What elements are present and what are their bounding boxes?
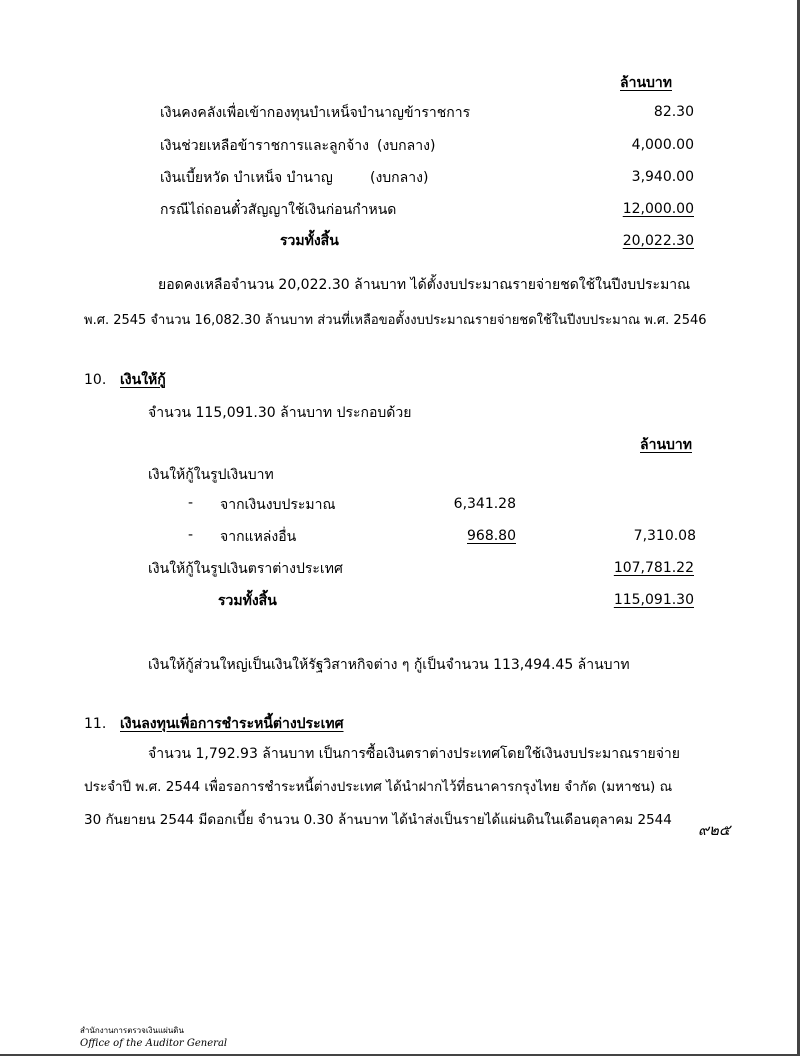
top-total-label: รวมทั้งสิ้น [280, 233, 339, 249]
paragraph1-line2: พ.ศ. 2545 จำนวน 16,082.30 ล้านบาท ส่วนที่เหลือขอตั้งงบประมาณรายจ่ายชดใช้ในปีงบประมาณ พ.ศ. 2546 [84, 313, 707, 328]
section10-note: เงินให้กู้ส่วนใหญ่เป็นเงินให้รัฐวิสาหกิจต่าง ๆ กู้เป็นจำนวน 113,494.45 ล้านบาท [148, 657, 630, 673]
top-row-2-label: เงินช่วยเหลือข้าราชการและลูกจ้าง [160, 138, 370, 154]
top-row-4-label: กรณีไถ่ถอนตั๋วสัญญาใช้เงินก่อนกำหนด [160, 202, 397, 218]
dash-1: - [188, 495, 194, 511]
section10-total-value: 115,091.30 [613, 592, 694, 608]
loans-baht-label: เงินให้กู้ในรูปเงินบาท [148, 467, 274, 483]
top-total-value: 20,022.30 [622, 233, 694, 249]
section11-title: เงินลงทุนเพื่อการชำระหนี้ต่างประเทศ [120, 716, 344, 732]
loans-other-value: 968.80 [467, 528, 516, 544]
unit-header-section10: ล้านบาท [640, 437, 692, 453]
unit-header-top: ล้านบาท [620, 75, 672, 91]
top-row-1-value: 82.30 [653, 104, 694, 120]
top-row-3-note: (งบกลาง) [370, 170, 429, 186]
section10-total-label: รวมทั้งสิ้น [218, 593, 277, 609]
top-row-1-label: เงินคงคลังเพื่อเข้ากองทุนบำเหน็จบำนาญข้าราชการ [160, 105, 471, 121]
page-number-mark: ๙๒๕ [698, 821, 731, 839]
loans-other-label: จากแหล่งอื่น [220, 529, 297, 545]
footer-thai: สำนักงานการตรวจเงินแผ่นดิน [80, 1026, 184, 1035]
loans-budget-label: จากเงินงบประมาณ [220, 497, 336, 513]
footer-english: Office of the Auditor General [80, 1038, 228, 1049]
loans-foreign-value: 107,781.22 [613, 560, 694, 576]
loans-budget-value: 6,341.28 [453, 496, 516, 512]
section10-number: 10. [84, 372, 107, 388]
top-row-3-value: 3,940.00 [631, 169, 694, 185]
top-row-2-value: 4,000.00 [631, 137, 694, 153]
section11-line2: ประจำปี พ.ศ. 2544 เพื่อรอการชำระหนี้ต่างประเทศ ได้นำฝากไว้ที่ธนาคารกรุงไทย จำกัด (มหาชน) ณ [84, 779, 673, 795]
top-row-4-value: 12,000.00 [622, 201, 694, 217]
section10-title: เงินให้กู้ [120, 372, 166, 388]
dash-2: - [188, 527, 194, 543]
top-row-3-label: เงินเบี้ยหวัด บำเหน็จ บำนาญ [160, 170, 333, 186]
loans-foreign-label: เงินให้กู้ในรูปเงินตราต่างประเทศ [148, 561, 343, 577]
paragraph1-line1: ยอดคงเหลือจำนวน 20,022.30 ล้านบาท ได้ตั้งงบประมาณรายจ่ายชดใช้ในปีงบประมาณ [158, 277, 691, 293]
section10-intro: จำนวน 115,091.30 ล้านบาท ประกอบด้วย [148, 405, 412, 421]
section11-number: 11. [84, 716, 107, 732]
section11-line3: 30 กันยายน 2544 มีดอกเบี้ย จำนวน 0.30 ล้านบาท ได้นำส่งเป็นรายได้แผ่นดินในเดือนตุลาคม 2544 [84, 812, 672, 828]
top-row-2-note: (งบกลาง) [377, 138, 436, 154]
section11-line1: จำนวน 1,792.93 ล้านบาท เป็นการซื้อเงินตราต่างประเทศโดยใช้เงินงบประมาณรายจ่าย [148, 746, 680, 762]
loans-baht-total: 7,310.08 [633, 528, 696, 544]
